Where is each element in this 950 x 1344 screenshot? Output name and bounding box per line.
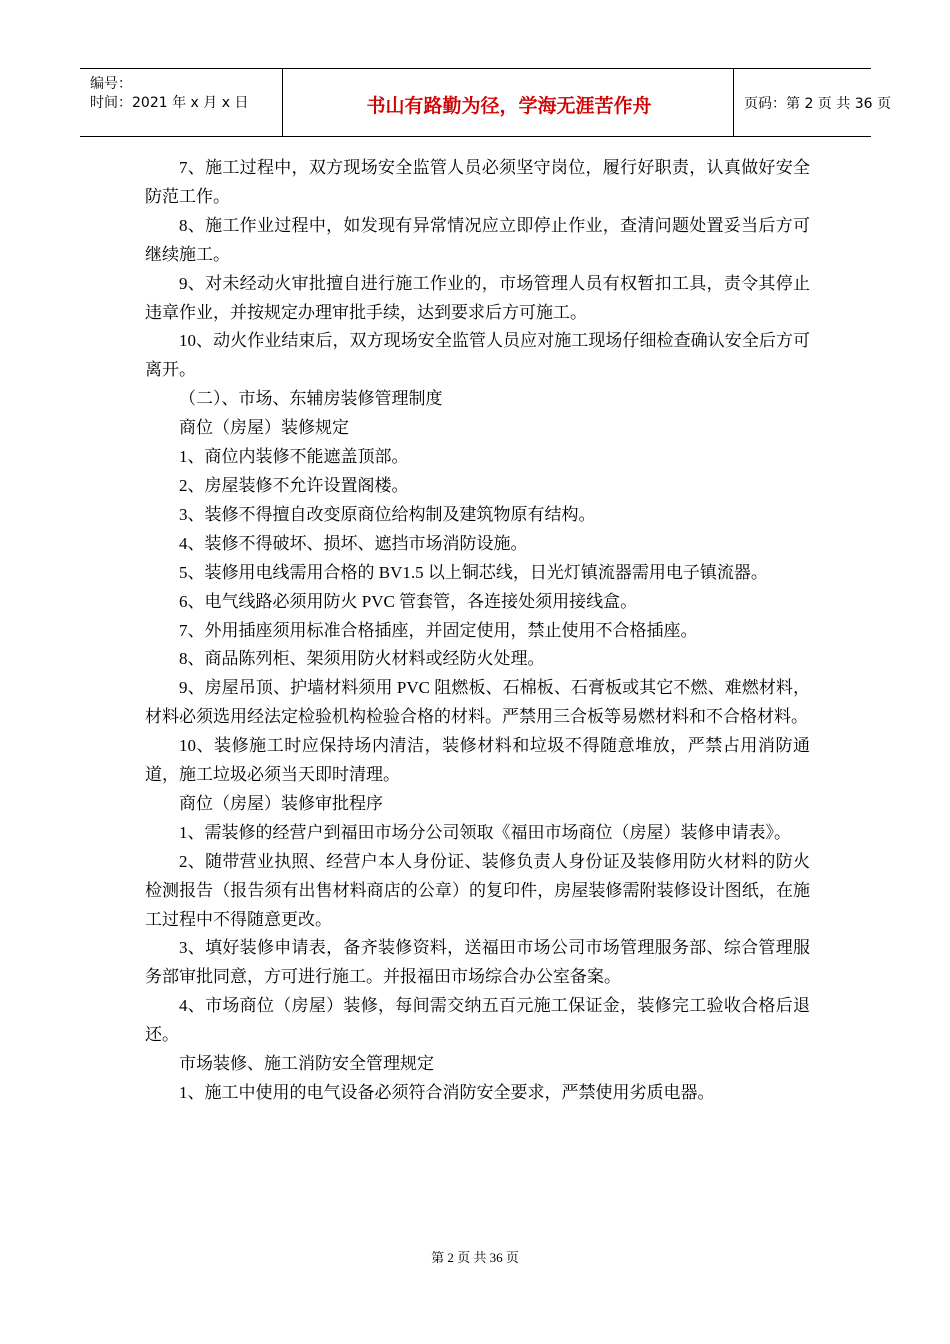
paragraph: 1、需装修的经营户到福田市场分公司领取《福田市场商位（房屋）装修申请表》。 bbox=[179, 822, 791, 842]
header-page-label: 页码：第 2 页 共 36 页 bbox=[744, 96, 891, 112]
paragraph: 2、房屋装修不允许设置阁楼。 bbox=[179, 475, 409, 495]
paragraph: 3、装修不得擅自改变原商位给构制及建筑物原有结构。 bbox=[179, 504, 596, 524]
paragraph: 7、施工过程中，双方现场安全监管人员必须坚守岗位，履行好职责，认真做好安全防范工作。 bbox=[145, 158, 810, 206]
subsection-heading: 商位（房屋）装修规定 bbox=[179, 418, 349, 438]
paragraph: 9、房屋吊顶、护墙材料须用 PVC 阻燃板、石棉板、石膏板或其它不燃、难燃材料，材料必须选用经法定检验机构检验合格的材料。严禁用三合板等易燃材料和不合格材料。 bbox=[145, 678, 810, 727]
paragraph: 1、商位内装修不能遮盖顶部。 bbox=[179, 447, 409, 467]
paragraph: 4、装修不得破坏、损坏、遮挡市场消防设施。 bbox=[179, 533, 528, 553]
paragraph: 1、施工中使用的电气设备必须符合消防安全要求，严禁使用劣质电器。 bbox=[179, 1083, 715, 1102]
paragraph: 6、电气线路必须用防火 PVC 管套管，各连接处须用接线盒。 bbox=[179, 591, 638, 611]
paragraph: 3、填好装修申请表，备齐装修资料，送福田市场公司市场管理服务部、综合管理服务部审批同意，方可进行施工。并报福田市场综合办公室备案。 bbox=[145, 938, 810, 987]
document-number-label: 编号： bbox=[90, 76, 132, 92]
page-header bbox=[80, 68, 891, 137]
header-motto-cell bbox=[282, 69, 734, 136]
paragraph: 8、施工作业过程中，如发现有异常情况应立即停止作业，查清问题处置妥当后方可继续施工。 bbox=[145, 215, 810, 264]
paragraph: 9、对未经动火审批擅自进行施工作业的，市场管理人员有权暂扣工具，责令其停止违章作业，并按规定办理审批手续，达到要求后方可施工。 bbox=[145, 273, 810, 322]
document-body bbox=[145, 154, 810, 1108]
header-motto: 书山有路勤为径，学海无涯苦作舟 bbox=[366, 95, 652, 117]
paragraph: 7、外用插座须用标准合格插座，并固定使用，禁止使用不合格插座。 bbox=[179, 620, 698, 640]
section-heading: （二）、市场、东辅房装修管理制度 bbox=[179, 389, 443, 409]
paragraph: 4、市场商位（房屋）装修，每间需交纳五百元施工保证金，装修完工验收合格后退还。 bbox=[145, 996, 810, 1045]
header-right-cell bbox=[734, 69, 891, 136]
paragraph: 10、装修施工时应保持场内清洁，装修材料和垃圾不得随意堆放，严禁占用消防通道，施工垃圾必须当天即时清理。 bbox=[145, 736, 810, 785]
paragraph: 2、随带营业执照、经营户本人身份证、装修负责人身份证及装修用防火材料的防火检测报告（报告须有出售材料商店的公章）的复印件，房屋装修需附装修设计图纸，在施工过程中不得随意更改。 bbox=[145, 851, 810, 929]
paragraph: 10、动火作业结束后，双方现场安全监管人员应对施工现场仔细检查确认安全后方可离开。 bbox=[145, 331, 810, 380]
subsection-heading: 市场装修、施工消防安全管理规定 bbox=[179, 1054, 434, 1074]
paragraph: 8、商品陈列柜、架须用防火材料或经防火处理。 bbox=[179, 649, 545, 669]
page-footer: 第 2 页 共 36 页 bbox=[431, 1250, 519, 1265]
header-left-cell bbox=[80, 69, 282, 136]
subsection-heading: 商位（房屋）装修审批程序 bbox=[179, 793, 383, 813]
paragraph: 5、装修用电线需用合格的 BV1.5 以上铜芯线，日光灯镇流器需用电子镇流器。 bbox=[179, 562, 768, 582]
document-date-label: 时间：2021 年 x 月 x 日 bbox=[90, 95, 249, 111]
